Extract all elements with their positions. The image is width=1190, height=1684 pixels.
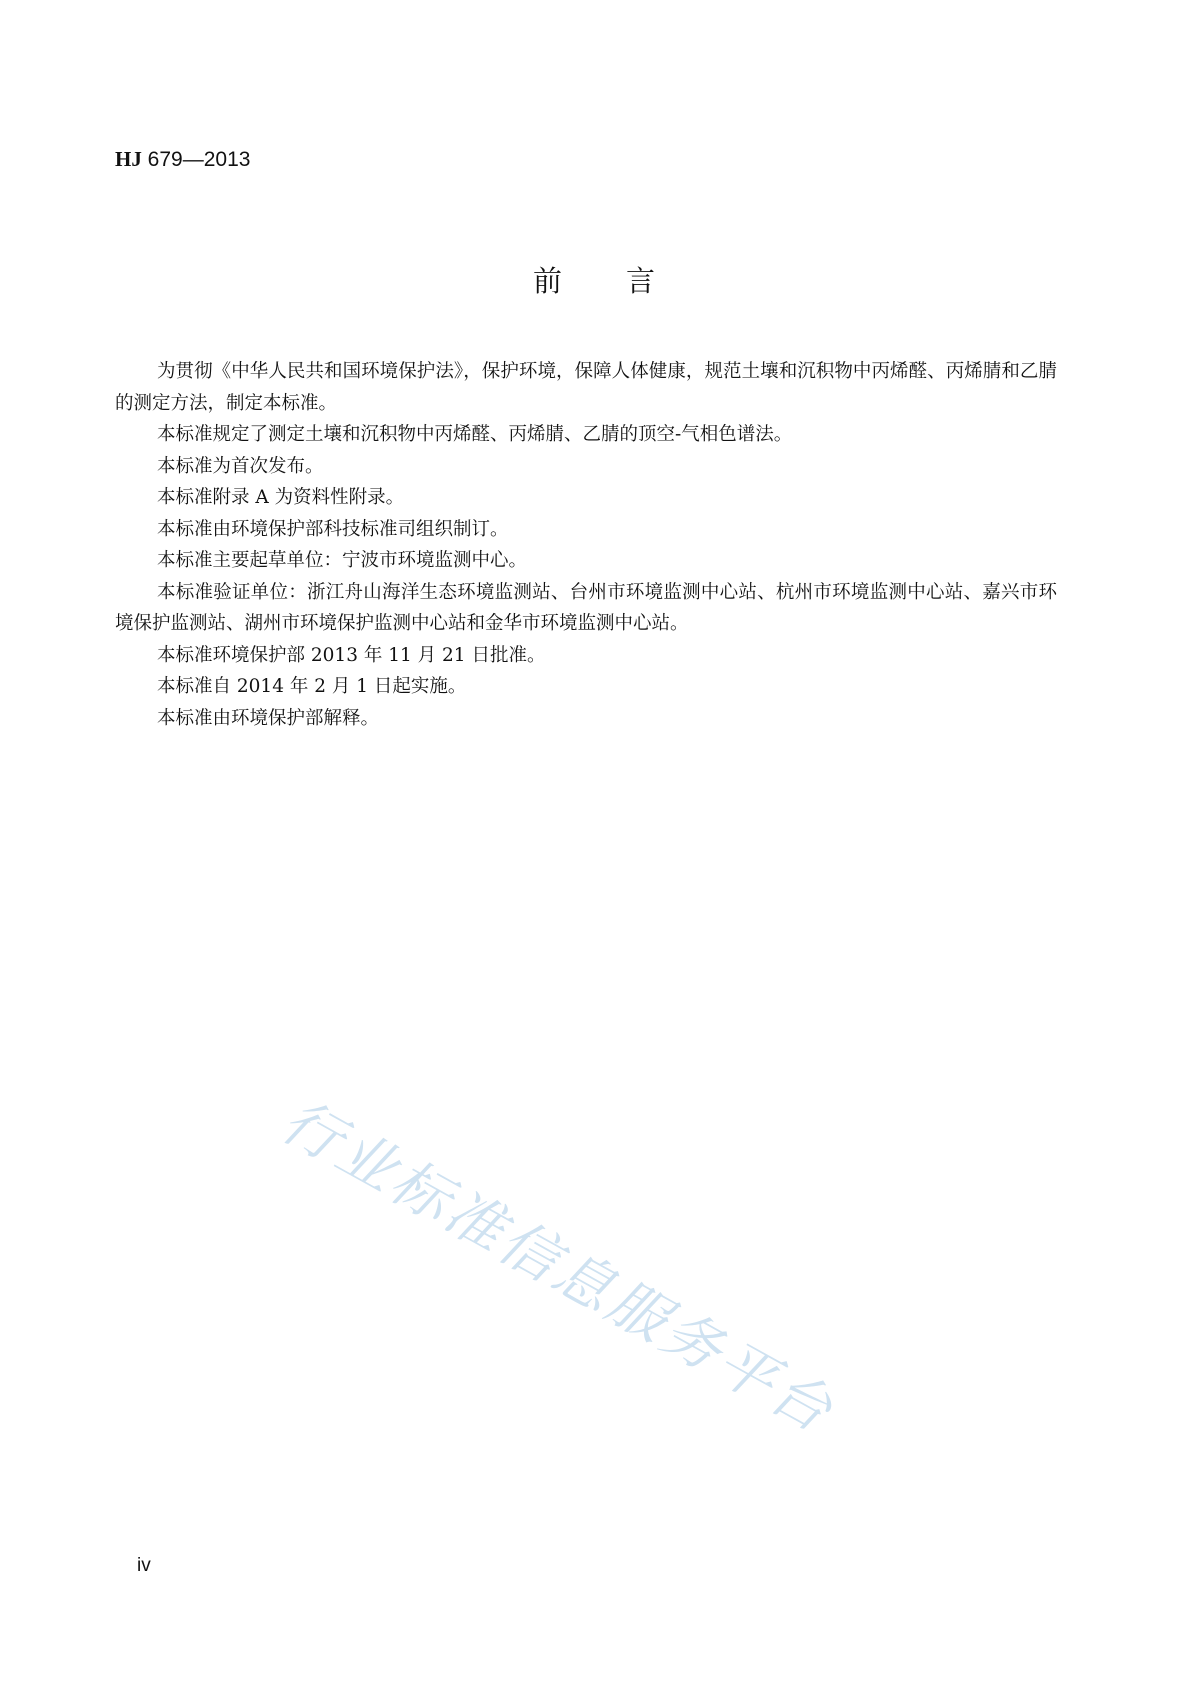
paragraph: 本标准附录 A 为资料性附录。 bbox=[157, 487, 405, 508]
paragraph: 本标准由环境保护部科技标准司组织制订。 bbox=[157, 518, 509, 540]
paragraph: 本标准环境保护部 2013 年 11 月 21 日批准。 bbox=[157, 644, 546, 666]
paragraph: 为贯彻《中华人民共和国环境保护法》，保护环境，保障人体健康，规范土壤和沉积物中丙烯醛、丙烯腈和乙腈的测定方法，制定本标准。 bbox=[115, 361, 1057, 414]
paragraph: 本标准验证单位：浙江舟山海洋生态环境监测站、台州市环境监测中心站、杭州市环境监测中心站、嘉兴市环境保护监测站、湖州市环境保护监测中心站和金华市环境监测中心站。 bbox=[115, 581, 1057, 634]
paragraph: 本标准由环境保护部解释。 bbox=[157, 707, 380, 729]
paragraph: 本标准规定了测定土壤和沉积物中丙烯醛、丙烯腈、乙腈的顶空-气相色谱法。 bbox=[157, 424, 793, 445]
paragraph: 本标准为首次发布。 bbox=[157, 455, 324, 477]
foreword-body bbox=[115, 356, 1057, 734]
document-code bbox=[115, 144, 250, 175]
watermark: 行业标准信息服务平台 bbox=[270, 1086, 846, 1447]
page-number: iv bbox=[137, 1555, 151, 1576]
paragraph: 本标准自 2014 年 2 月 1 日起实施。 bbox=[157, 676, 467, 697]
document-code-number: 679—2013 bbox=[141, 148, 251, 171]
page-title: 前 言 bbox=[532, 264, 657, 298]
document-code-prefix: HJ bbox=[115, 147, 142, 171]
paragraph: 本标准主要起草单位：宁波市环境监测中心。 bbox=[157, 550, 528, 571]
